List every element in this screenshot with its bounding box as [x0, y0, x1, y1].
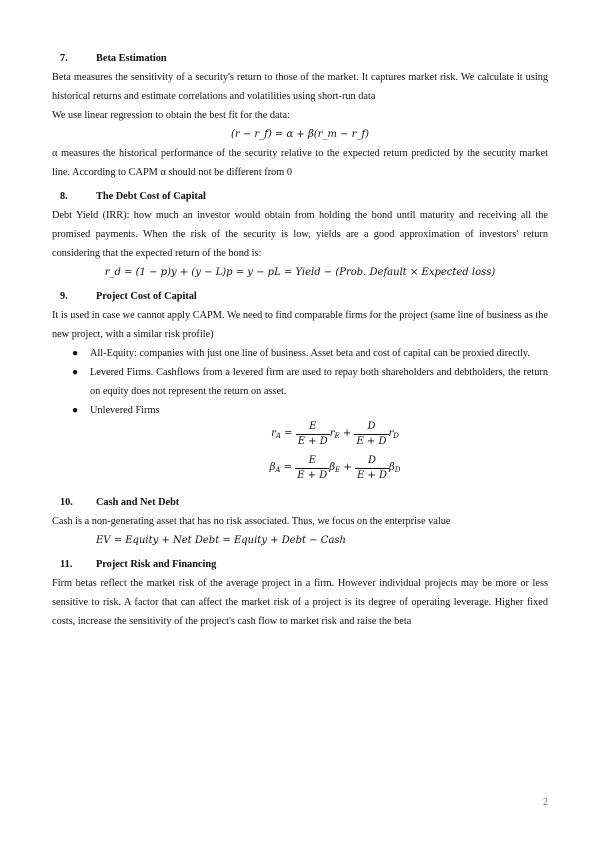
section-number: 10. [60, 497, 73, 508]
section-title: Beta Estimation [96, 53, 167, 64]
fraction: $\frac{E}{E + D}$ [297, 455, 328, 481]
section-number: 7. [60, 53, 68, 64]
equation-asset-return: $r_A$ = $\frac{E}{E + D}$ $r_E$ + $\frac{D}{E + D}$ $r_D$ [271, 421, 399, 447]
fraction: $\frac{D}{E + D}$ [356, 421, 387, 447]
section-heading-project-cost [52, 287, 548, 306]
list-item-text: All-Equity: companies with just one line of business. Asset beta and cost of capital can be proxied directly. [90, 348, 530, 359]
paragraph: We use linear regression to obtain the best fit for the data: [52, 110, 290, 121]
section-heading-project-risk [52, 555, 548, 574]
section-number: 11. [60, 559, 73, 570]
equation-debt-return: r_d = (1 − p)y + (y − L)p = y − pL = Yield − (Prob. Default × Expected loss) [104, 267, 496, 278]
bullet-icon: ● [72, 405, 79, 416]
equation-enterprise-value: EV = Equity + Net Debt = Equity + Debt − Cash [96, 535, 346, 546]
section-heading-beta-estimation [52, 49, 548, 68]
list-item-text: Unlevered Firms [90, 405, 160, 416]
paragraph: It is used in case we cannot apply CAPM. We need to find comparable firms for the project (same line of business as the new project, with a similar risk profile) [52, 310, 548, 340]
section-title: Project Risk and Financing [96, 559, 217, 570]
paragraph: α measures the historical performance of the security relative to the expected return predicted by the security market line. According to CAPM α should not be different from 0 [52, 148, 548, 178]
paragraph: Cash is a non-generating asset that has no risk associated. Thus, we focus on the enterprise value [52, 516, 451, 527]
paragraph: Debt Yield (IRR): how much an investor would obtain from holding the bond until maturity and receiving all the promised payments. When the risk of the security is low, yields are a good approximation of investors' return considering that the expected return of the bond is: [52, 210, 548, 259]
bullet-list [52, 344, 548, 420]
list-item-text: Levered Firms. Cashflows from a levered firm are used to repay both shareholders and debtholders, the return on equity does not represent the return on asset. [90, 367, 548, 397]
list-item [52, 401, 548, 420]
list-item [52, 344, 548, 363]
section-heading-cash-net-debt [52, 493, 548, 512]
bullet-icon: ● [72, 367, 79, 378]
paragraph: Firm betas reflect the market risk of the average project in a firm. However individual projects may be more or less sensitive to risk. A factor that can affect the market risk of a project is its degree of operating leverage. Higher fixed costs, increase the sensitivity of the project's cash flow to market risk and raise the beta [52, 578, 548, 627]
section-title: Project Cost of Capital [96, 291, 197, 302]
section-title: Cash and Net Debt [96, 497, 180, 508]
equation-regression: (r − r_f) = α + β(r_m − r_f) [230, 129, 370, 140]
fraction: $\frac{E}{E + D}$ [297, 421, 328, 447]
equation-asset-beta: $\beta_A$ = $\frac{E}{E + D}$ $\beta_E$ + $\frac{D}{E + D}$ $\beta_D$ [269, 455, 401, 481]
section-number: 8. [60, 191, 68, 202]
section-heading-debt-cost [52, 187, 548, 206]
section-title: The Debt Cost of Capital [96, 191, 206, 202]
fraction: $\frac{D}{E + D}$ [356, 455, 387, 481]
bullet-icon: ● [72, 348, 79, 359]
list-item [52, 363, 548, 401]
document-page [52, 44, 548, 631]
section-number: 9. [60, 291, 68, 302]
page-number: 2 [543, 797, 548, 808]
paragraph: Beta measures the sensitivity of a security's return to those of the market. It captures market risk. We calculate it using historical returns and estimate correlations and volatilities using short-run data [52, 72, 548, 102]
